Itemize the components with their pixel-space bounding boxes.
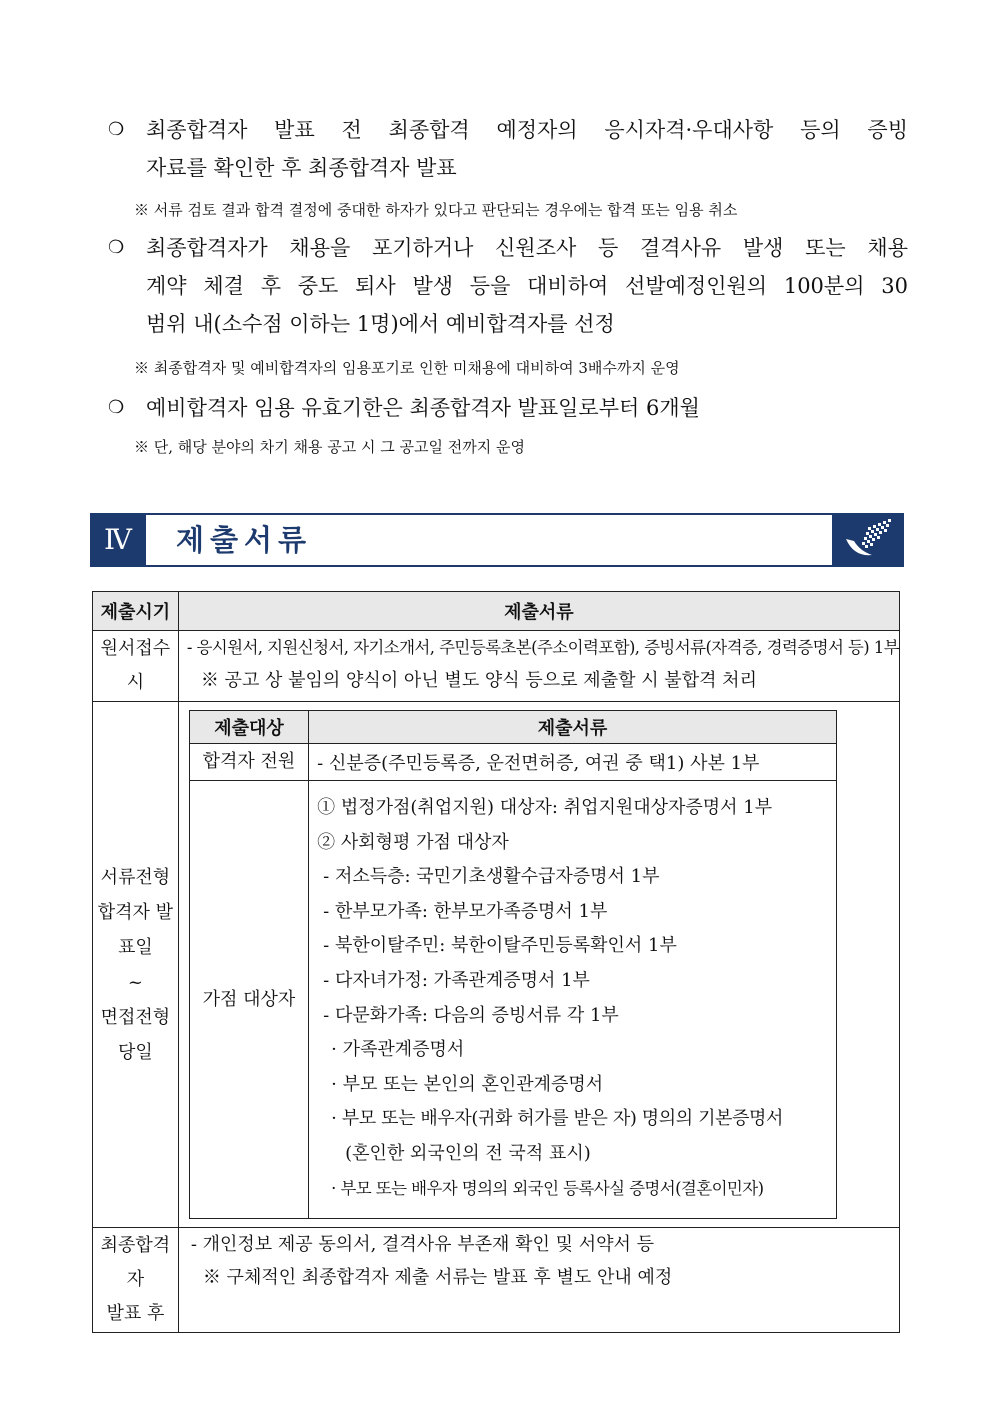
list-item: - 다자녀가정: 가족관계증명서 1부 <box>323 969 590 991</box>
documents-note: ※ 공고 상 붙임의 양식이 아닌 별도 양식 등으로 제출할 시 불합격 처리 <box>200 670 757 691</box>
documents-cell <box>178 702 899 1228</box>
list-item: ② 사회형평 가점 대상자 <box>317 831 509 853</box>
note-text: ※ 서류 검토 결과 합격 결정에 중대한 하자가 있다고 판단되는 경우에는 합격 또는 임용 취소 <box>134 201 738 219</box>
timing-line: 합격자 발표일 <box>97 901 174 958</box>
list-item: · 부모 또는 배우자(귀화 허가를 받은 자) 명의의 기본증명서 <box>331 1108 784 1130</box>
table-row <box>189 781 836 1219</box>
documents-cell <box>178 631 899 702</box>
list-item: - 한부모가족: 한부모가족증명서 1부 <box>323 900 608 922</box>
note-text: ※ 최종합격자 및 예비합격자의 임용포기로 인한 미채용에 대비하여 3배수까지 운영 <box>134 359 680 377</box>
inner-header-target: 제출대상 <box>189 711 308 744</box>
bullet-text-line: 범위 내(소수점 이하는 1명)에서 예비합격자를 선정 <box>146 312 615 336</box>
list-item: · 가족관계증명서 <box>331 1039 465 1061</box>
list-item: · 부모 또는 본인의 혼인관계증명서 <box>331 1073 604 1095</box>
section-title: 제출서류 <box>176 523 313 557</box>
bullet-text-line: 계약 체결 후 중도 퇴사 발생 등을 대비하여 선발예정인원의 100분의 30 <box>146 274 908 298</box>
table-row <box>189 744 836 781</box>
circle-bullet-icon: ❍ <box>108 397 125 418</box>
column-header-timing: 제출시기 <box>93 592 179 631</box>
list-item: (혼인한 외국인의 전 국적 표시) <box>345 1142 591 1164</box>
column-header-documents: 제출서류 <box>178 592 899 631</box>
inner-header-row <box>189 711 836 744</box>
documents-table <box>92 591 900 1333</box>
documents-note: ※ 구체적인 최종합격자 제출 서류는 발표 후 별도 안내 예정 <box>202 1267 673 1289</box>
organization-logo-icon <box>832 513 904 567</box>
inner-header-documents: 제출서류 <box>309 711 837 744</box>
timing-line: ~ <box>127 971 143 993</box>
timing-line: 면접전형 당일 <box>100 1006 171 1063</box>
timing-line: 서류전형 <box>100 866 171 888</box>
bullet-reserve-selection <box>108 229 908 343</box>
target-cell: 가점 대상자 <box>189 781 308 1219</box>
timing-cell <box>93 1228 179 1333</box>
table-row <box>93 1228 900 1333</box>
inner-documents-table <box>189 710 837 1219</box>
note-text: ※ 단, 해당 분야의 차기 채용 공고 시 그 공고일 전까지 운영 <box>134 438 525 456</box>
list-item: - 다문화가족: 다음의 증빙서류 각 1부 <box>323 1004 619 1026</box>
table-header-row <box>93 592 900 631</box>
target-cell: 합격자 전원 <box>189 744 308 781</box>
bonus-documents-list <box>309 781 837 1219</box>
timing-line: 발표 후 <box>106 1303 165 1325</box>
timing-cell: 원서접수 시 <box>93 631 179 702</box>
documents-line: - 응시원서, 지원신청서, 자기소개서, 주민등록초본(주소이력포함), 증빙서류(자격증, 경력증명서 등) 1부 <box>186 638 899 657</box>
list-item: - 저소득층: 국민기초생활수급자증명서 1부 <box>323 866 660 888</box>
bullet-final-announcement <box>108 111 908 187</box>
timing-cell <box>93 702 179 1228</box>
circle-bullet-icon: ❍ <box>108 237 125 258</box>
bullet-text-line: 최종합격자 발표 전 최종합격 예정자의 응시자격·우대사항 등의 증빙 <box>146 118 908 142</box>
list-item: - 북한이탈주민: 북한이탈주민등록확인서 1부 <box>323 935 677 957</box>
list-item: · 부모 또는 배우자 명의의 외국인 등록사실 증명서(결혼이민자) <box>331 1178 764 1198</box>
list-item: ① 법정가점(취업지원) 대상자: 취업지원대상자증명서 1부 <box>317 797 773 818</box>
documents-cell <box>178 1228 899 1333</box>
bullet-text-line: 최종합격자가 채용을 포기하거나 신원조사 등 결격사유 발생 또는 채용 <box>146 236 908 260</box>
section-number: Ⅳ <box>90 513 146 567</box>
bullet-text-line: 자료를 확인한 후 최종합격자 발표 <box>146 156 457 180</box>
table-row <box>93 702 900 1228</box>
documents-cell: - 신분증(주민등록증, 운전면허증, 여권 중 택1) 사본 1부 <box>309 744 837 781</box>
documents-line: - 개인정보 제공 동의서, 결격사유 부존재 확인 및 서약서 등 <box>190 1234 655 1256</box>
bullet-reserve-validity <box>108 389 908 427</box>
bullet-text-line: 예비합격자 임용 유효기한은 최종합격자 발표일로부터 6개월 <box>146 396 700 420</box>
table-row <box>93 631 900 702</box>
circle-bullet-icon: ❍ <box>108 119 125 140</box>
timing-line: 최종합격자 <box>100 1235 171 1291</box>
